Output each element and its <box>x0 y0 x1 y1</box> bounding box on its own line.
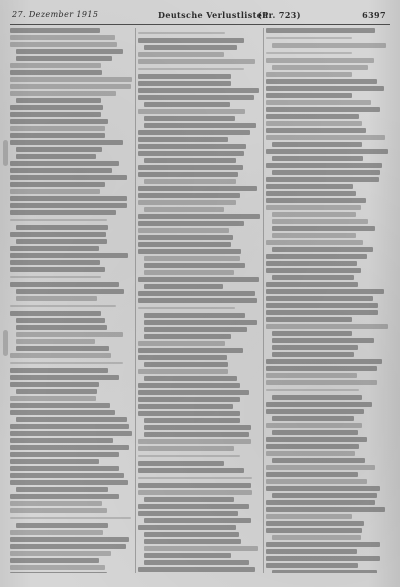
text-column-3 <box>266 28 389 573</box>
text-line <box>272 535 361 540</box>
text-line <box>272 338 374 343</box>
text-line <box>10 232 106 237</box>
text-line <box>266 58 374 63</box>
text-line <box>10 501 102 506</box>
text-line <box>144 313 245 318</box>
text-line <box>266 268 361 273</box>
text-line <box>138 411 240 416</box>
text-line <box>266 366 377 371</box>
text-line <box>138 468 244 473</box>
text-line <box>266 128 366 133</box>
text-line <box>266 409 364 414</box>
text-line <box>144 270 234 275</box>
page-title: Deutsche Verlustlisten <box>158 10 269 20</box>
text-line <box>16 346 109 351</box>
text-line <box>138 477 252 479</box>
text-line <box>10 565 105 570</box>
text-line <box>10 551 111 556</box>
text-line <box>10 161 119 166</box>
text-line <box>144 546 258 551</box>
text-line <box>272 275 354 280</box>
text-line <box>10 282 119 287</box>
text-line <box>10 276 101 278</box>
text-line <box>138 200 236 205</box>
text-line <box>10 189 100 194</box>
text-line <box>10 63 101 68</box>
text-line <box>138 109 245 114</box>
text-line <box>10 35 115 40</box>
text-line <box>138 397 240 402</box>
text-line <box>266 380 377 385</box>
text-line <box>16 332 123 337</box>
text-line <box>138 567 255 572</box>
text-line <box>266 37 352 39</box>
text-line <box>16 147 102 152</box>
text-line <box>266 556 380 561</box>
text-line <box>272 247 373 252</box>
text-line <box>138 130 250 135</box>
text-line <box>10 246 99 251</box>
text-line <box>266 563 358 568</box>
text-line <box>138 490 252 495</box>
text-line <box>10 480 128 485</box>
binding-mark <box>3 140 8 166</box>
text-line <box>138 88 259 93</box>
text-line <box>144 102 230 107</box>
text-line <box>144 284 223 289</box>
text-line <box>138 165 243 170</box>
text-line <box>144 179 236 184</box>
text-line <box>16 56 112 61</box>
text-line <box>266 93 352 98</box>
text-line <box>10 267 105 272</box>
text-line <box>138 172 238 177</box>
header-rule <box>10 24 390 25</box>
text-line <box>266 437 367 442</box>
page-header <box>8 8 392 22</box>
text-line <box>138 32 225 34</box>
text-line <box>266 289 384 294</box>
column-divider <box>135 28 136 573</box>
text-line <box>138 455 240 457</box>
text-line <box>16 225 108 230</box>
text-line <box>266 184 353 189</box>
text-line <box>266 107 380 112</box>
issue-number: (Pr. 723) <box>258 10 301 20</box>
text-line <box>138 221 244 226</box>
text-line <box>266 121 362 126</box>
text-line <box>10 438 113 443</box>
text-line <box>138 228 229 233</box>
text-line <box>266 514 352 519</box>
text-line <box>266 542 380 547</box>
text-line <box>10 84 131 89</box>
text-line <box>266 451 355 456</box>
text-line <box>144 320 257 325</box>
text-line <box>16 325 107 330</box>
text-line <box>10 119 108 124</box>
text-line <box>10 196 127 201</box>
text-line <box>144 207 224 212</box>
text-line <box>138 38 244 43</box>
text-line <box>10 572 107 573</box>
text-line <box>138 461 224 466</box>
text-line <box>266 389 359 391</box>
text-line <box>138 307 235 309</box>
text-line <box>10 459 99 464</box>
text-line <box>266 472 358 477</box>
text-line <box>10 375 119 380</box>
text-line <box>10 305 116 307</box>
text-line <box>272 458 365 463</box>
text-line <box>266 500 375 505</box>
text-line <box>16 487 108 492</box>
text-line <box>138 68 244 70</box>
text-line <box>266 549 357 554</box>
text-line <box>10 494 119 499</box>
text-line <box>266 359 382 364</box>
text-line <box>144 256 240 261</box>
text-line <box>272 212 356 217</box>
text-line <box>138 151 244 156</box>
text-line <box>272 430 358 435</box>
text-line <box>10 445 129 450</box>
text-line <box>266 507 385 512</box>
text-line <box>266 310 378 315</box>
text-line <box>138 81 231 86</box>
text-line <box>10 368 108 373</box>
page-date: 27. Dezember 1915 <box>12 10 99 19</box>
text-line <box>266 191 356 196</box>
text-line <box>144 45 237 50</box>
text-line <box>266 486 380 491</box>
text-line <box>10 140 123 145</box>
text-line <box>10 353 111 358</box>
text-line <box>10 91 116 96</box>
column-divider <box>263 28 264 573</box>
text-line <box>10 396 96 401</box>
text-line <box>144 158 236 163</box>
text-line <box>266 261 357 266</box>
text-line <box>272 219 368 224</box>
text-line <box>16 339 95 344</box>
text-line <box>272 416 354 421</box>
text-line <box>266 79 377 84</box>
text-line <box>266 444 359 449</box>
text-line <box>138 404 233 409</box>
text-line <box>10 517 131 519</box>
text-line <box>10 126 105 131</box>
text-line <box>266 296 373 301</box>
text-line <box>138 383 240 388</box>
text-line <box>272 331 352 336</box>
text-line <box>10 112 101 117</box>
text-line <box>138 341 225 346</box>
text-line <box>144 263 245 268</box>
text-line <box>144 327 247 332</box>
text-line <box>138 52 224 57</box>
binding-mark <box>3 330 8 356</box>
text-line <box>138 369 228 374</box>
text-line <box>272 65 368 70</box>
text-line <box>266 135 385 140</box>
text-line <box>144 123 256 128</box>
text-line <box>266 254 367 259</box>
text-line <box>144 497 234 502</box>
text-line <box>272 170 380 175</box>
text-column-1 <box>10 28 133 573</box>
text-line <box>138 277 259 282</box>
text-line <box>10 182 105 187</box>
text-line <box>138 291 255 296</box>
text-line <box>10 168 112 173</box>
text-line <box>144 518 251 523</box>
text-line <box>16 154 96 159</box>
text-line <box>266 479 367 484</box>
text-line <box>144 418 240 423</box>
text-line <box>266 114 359 119</box>
text-line <box>10 403 110 408</box>
page-number: 6397 <box>362 10 386 20</box>
text-line <box>138 242 231 247</box>
text-line <box>144 532 239 537</box>
text-line <box>10 537 129 542</box>
text-line <box>138 74 231 79</box>
text-line <box>138 144 246 149</box>
text-line <box>272 226 375 231</box>
text-line <box>266 28 375 33</box>
text-line <box>266 317 352 322</box>
text-line <box>272 570 377 573</box>
text-line <box>266 324 388 329</box>
text-line <box>138 214 260 219</box>
text-line <box>10 558 99 563</box>
text-line <box>272 345 358 350</box>
text-line <box>16 523 108 528</box>
text-line <box>266 205 361 210</box>
text-line <box>266 100 371 105</box>
text-line <box>138 355 227 360</box>
text-line <box>138 446 234 451</box>
text-line <box>144 560 249 565</box>
text-line <box>144 362 228 367</box>
text-line <box>144 432 249 437</box>
text-line <box>272 233 356 238</box>
text-line <box>10 508 107 513</box>
text-line <box>16 98 101 103</box>
text-line <box>10 544 126 549</box>
text-line <box>266 521 364 526</box>
text-line <box>10 105 103 110</box>
text-line <box>266 465 375 470</box>
text-line <box>10 70 102 75</box>
text-line <box>16 318 105 323</box>
text-line <box>266 149 388 154</box>
text-line <box>266 240 363 245</box>
text-line <box>144 116 235 121</box>
text-line <box>16 289 124 294</box>
text-line <box>266 177 379 182</box>
text-line <box>10 260 100 265</box>
text-line <box>10 210 116 215</box>
text-line <box>266 282 358 287</box>
text-line <box>10 133 105 138</box>
text-line <box>272 395 362 400</box>
text-line <box>16 417 127 422</box>
text-line <box>138 511 238 516</box>
text-line <box>10 466 119 471</box>
text-line <box>266 52 352 54</box>
text-line <box>138 95 254 100</box>
text-line <box>266 86 384 91</box>
text-line <box>138 249 241 254</box>
text-line <box>144 376 237 381</box>
text-line <box>266 303 378 308</box>
text-line <box>266 198 366 203</box>
text-line <box>144 334 231 339</box>
text-line <box>266 373 357 378</box>
text-line <box>272 352 354 357</box>
text-column-2 <box>138 28 261 573</box>
text-line <box>10 362 123 364</box>
text-line <box>10 175 127 180</box>
text-line <box>138 137 228 142</box>
text-line <box>138 348 243 353</box>
text-line <box>266 402 372 407</box>
text-line <box>138 504 249 509</box>
text-line <box>10 452 119 457</box>
text-line <box>138 483 251 488</box>
text-line <box>10 219 107 221</box>
text-line <box>266 423 362 428</box>
text-line <box>10 42 117 47</box>
text-line <box>144 539 241 544</box>
text-line <box>138 390 249 395</box>
text-line <box>16 389 97 394</box>
text-line <box>16 49 123 54</box>
text-line <box>272 142 362 147</box>
text-line <box>10 382 99 387</box>
text-line <box>10 77 132 82</box>
text-line <box>138 193 240 198</box>
text-line <box>272 43 386 48</box>
text-line <box>272 156 363 161</box>
text-line <box>16 239 107 244</box>
text-line <box>138 525 236 530</box>
text-line <box>138 439 251 444</box>
text-line <box>10 253 128 258</box>
text-line <box>272 493 377 498</box>
text-line <box>138 235 233 240</box>
text-line <box>16 296 97 301</box>
text-line <box>144 553 231 558</box>
text-line <box>10 410 115 415</box>
text-line <box>138 186 257 191</box>
text-line <box>10 311 101 316</box>
text-line <box>10 530 103 535</box>
text-line <box>10 431 132 436</box>
text-line <box>10 28 100 33</box>
text-line <box>266 72 352 77</box>
text-line <box>144 425 251 430</box>
text-line <box>266 528 362 533</box>
text-line <box>138 59 255 64</box>
text-line <box>10 203 127 208</box>
text-line <box>10 424 129 429</box>
text-line <box>138 298 257 303</box>
text-line <box>266 163 382 168</box>
text-line <box>10 473 124 478</box>
